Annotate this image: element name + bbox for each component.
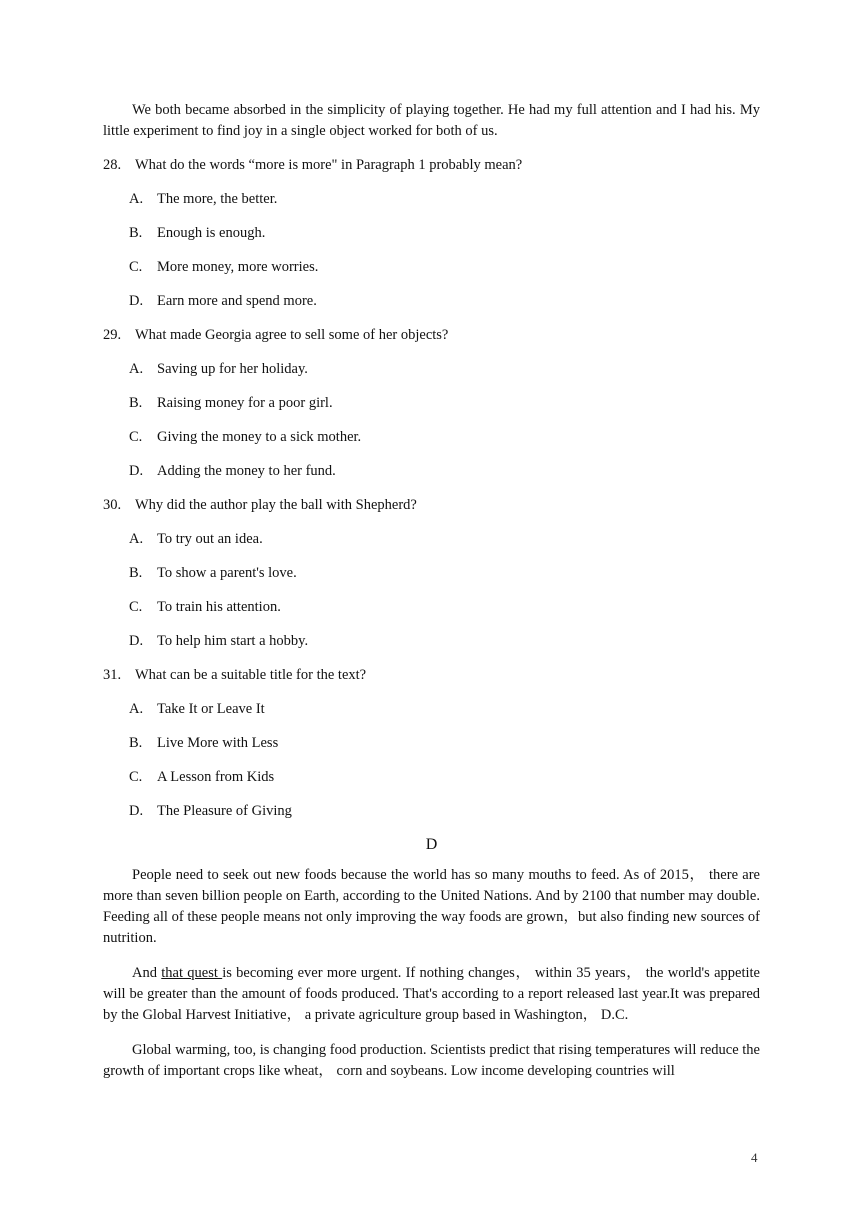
- question-number: 30.: [103, 497, 122, 513]
- answer-option: [129, 189, 760, 210]
- option-letter: C.: [129, 429, 143, 445]
- option-letter: C.: [129, 769, 143, 785]
- option-letter: A.: [129, 701, 144, 717]
- answer-option: [129, 359, 760, 380]
- question-text: Why did the author play the ball with Shepherd?: [135, 497, 417, 513]
- option-letter: D.: [129, 633, 144, 649]
- option-text: The more, the better.: [157, 191, 278, 207]
- option-text: To show a parent's love.: [157, 565, 297, 581]
- question-number: 29.: [103, 327, 122, 343]
- underlined-phrase: that quest: [161, 965, 223, 981]
- option-text: A Lesson from Kids: [157, 769, 275, 785]
- option-text: Live More with Less: [157, 735, 279, 751]
- answer-option: [129, 291, 760, 312]
- option-letter: B.: [129, 395, 143, 411]
- option-letter: C.: [129, 599, 143, 615]
- option-text: Raising money for a poor girl.: [157, 395, 333, 411]
- answer-option: [129, 631, 760, 652]
- option-text: Adding the money to her fund.: [157, 463, 336, 479]
- option-letter: B.: [129, 565, 143, 581]
- option-letter: A.: [129, 191, 144, 207]
- option-letter: A.: [129, 361, 144, 377]
- question-text: What can be a suitable title for the text?: [135, 667, 367, 683]
- section-d-paragraph-1: People need to seek out new foods because the world has so many mouths to feed. As of 2015， there are more than seven billion people on Earth, according to the United Nations. And by 2100 that number may double. Feeding all of these people means not only improving the way foods are grown，but also finding new sources of nutrition.: [103, 867, 760, 946]
- section-title: D: [425, 836, 438, 853]
- question: [103, 325, 760, 346]
- option-text: Saving up for her holiday.: [157, 361, 308, 377]
- option-letter: C.: [129, 259, 143, 275]
- option-letter: A.: [129, 531, 144, 547]
- option-text: To try out an idea.: [157, 531, 263, 547]
- question: [103, 665, 760, 686]
- answer-option: [129, 699, 760, 720]
- answer-option: [129, 801, 760, 822]
- question-list: [103, 155, 760, 822]
- question-number: 31.: [103, 667, 122, 683]
- option-text: Giving the money to a sick mother.: [157, 429, 362, 445]
- answer-option: [129, 223, 760, 244]
- answer-option: [129, 563, 760, 584]
- answer-option: [129, 393, 760, 414]
- answer-option: [129, 461, 760, 482]
- section-d-paragraph-3: Global warming, too, is changing food production. Scientists predict that rising temperatures will reduce the growth of important crops like wheat， corn and soybeans. Low income developing countries will: [103, 1042, 760, 1079]
- option-text: To help him start a hobby.: [157, 633, 309, 649]
- answer-option: [129, 257, 760, 278]
- question: [103, 155, 760, 176]
- page-content: [103, 100, 760, 1082]
- question: [103, 495, 760, 516]
- question-text: What made Georgia agree to sell some of her objects?: [135, 327, 449, 343]
- page-number: 4: [751, 1150, 758, 1165]
- option-letter: D.: [129, 803, 144, 819]
- answer-option: [129, 427, 760, 448]
- paragraph-2-start: And: [132, 965, 162, 981]
- option-text: Earn more and spend more.: [157, 293, 317, 309]
- option-letter: D.: [129, 293, 144, 309]
- option-letter: B.: [129, 735, 143, 751]
- question-number: 28.: [103, 157, 122, 173]
- paragraph-2-rest: is becoming ever more urgent. If nothing changes， within 35 years， the world's appetite will be greater than the amount of foods produced. That's according to a report released last year.It was prepared by the Global Harvest Initiative， a private agriculture group based in Washington， D.C.: [103, 965, 760, 1023]
- option-text: To train his attention.: [157, 599, 281, 615]
- section-d-paragraph-2: [103, 963, 760, 1026]
- intro-paragraph: We both became absorbed in the simplicity of playing together. He had my full attention and I had his. My little experiment to find joy in a single object worked for both of us.: [103, 102, 760, 139]
- option-text: The Pleasure of Giving: [157, 803, 292, 819]
- answer-option: [129, 597, 760, 618]
- option-text: Take It or Leave It: [157, 701, 265, 717]
- answer-option: [129, 733, 760, 754]
- answer-option: [129, 529, 760, 550]
- option-letter: B.: [129, 225, 143, 241]
- option-letter: D.: [129, 463, 144, 479]
- option-text: Enough is enough.: [157, 225, 266, 241]
- answer-option: [129, 767, 760, 788]
- option-text: More money, more worries.: [157, 259, 319, 275]
- question-text: What do the words “more is more" in Paragraph 1 probably mean?: [135, 157, 523, 173]
